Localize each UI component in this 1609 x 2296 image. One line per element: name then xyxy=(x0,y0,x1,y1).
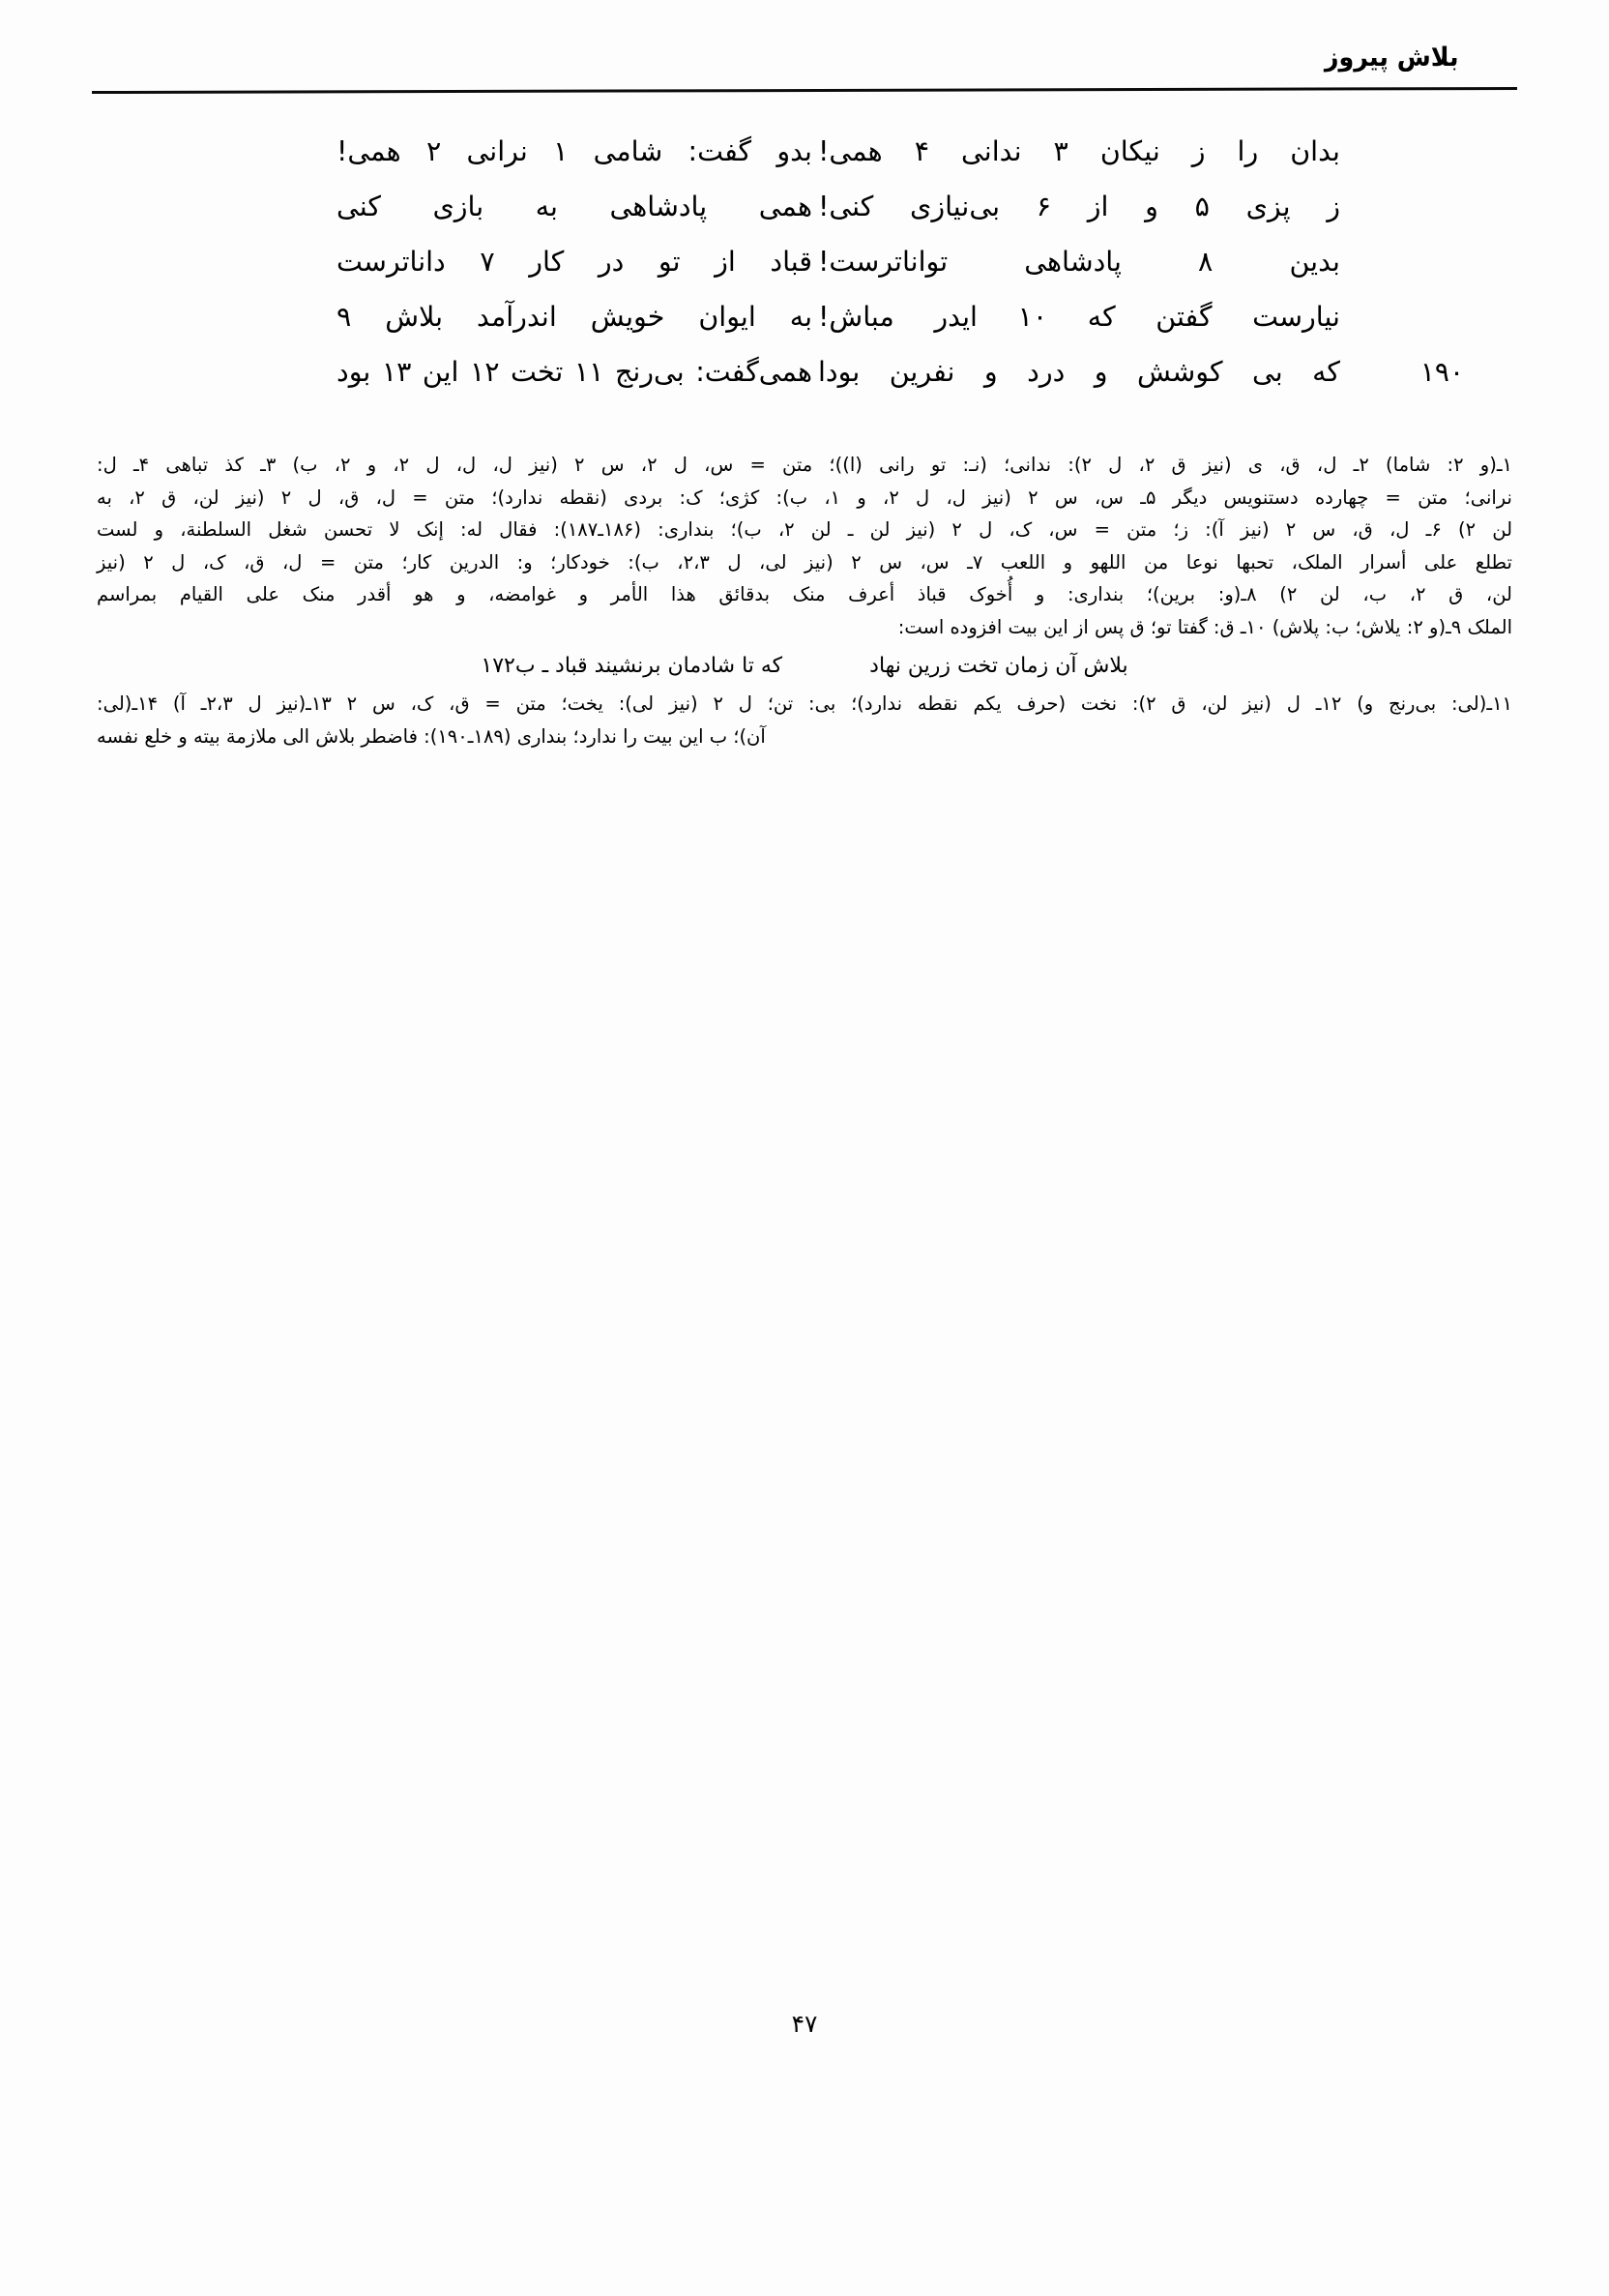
apparatus-line: ۱۱ـ(لی: بی‌رنج و) ۱۲ـ ل (نیز لن، ق ۲): نخت (حرف یکم نقطه ندارد)؛ بی: تن؛ ل ۲ (نیز لی): یخت؛ متن = ق، ک، س ۲ ۱۳ـ(نیز ل ۲،۳ـ آ) ۱۴ـ(لی: xyxy=(97,692,1513,715)
apparatus-inset-verse xyxy=(97,647,1512,686)
apparatus-tail xyxy=(97,688,1512,752)
verse-block xyxy=(145,135,1464,411)
apparatus-line: لن ۲) ۶ـ ل، ق، س ۲ (نیز آ): ز؛ متن = س، ک، ل ۲ (نیز لن ـ لن ۲، ب)؛ بنداری: (۱۸۶ـ۱۸۷): فقال له: إنک لا تحسن شغل السلطنة، و لست xyxy=(97,518,1513,541)
apparatus-line: الملک ۹ـ(و ۲: یلاش؛ ب: پلاش) ۱۰ـ ق: گفتا تو؛ ق پس از این بیت افزوده است: xyxy=(897,615,1512,638)
apparatus-line: لن، ق ۲، ب، لن ۲) ۸ـ(و: برین)؛ بنداری: و أُخوک قباذ أعرف منک بدقائق هذا الأمر و غوامضه، و هو أقدر منک علی القیام بمراسم xyxy=(97,583,1512,605)
verse-line xyxy=(145,135,1464,191)
hemistich-second: بدین ۸ پادشاهی تواناترست! xyxy=(818,246,1340,278)
hemistich-first: بدو گفت: شامی ۱ نرانی ۲ همی! xyxy=(336,135,812,167)
header-rule xyxy=(92,87,1517,94)
apparatus-line: ۱ـ(و ۲: شاما) ۲ـ ل، ق، ی (نیز ق ۲، ل ۲): ندانی؛ (نـ: تو رانی (ا))؛ متن = س، ل ۲، س ۲ (نیز ل، ل، ل ۲، و ۲، ب) ۳ـ کذ تباهی ۴ـ ل: xyxy=(97,454,1513,476)
apparatus-line: تطلع علی أسرار الملک، تحبها نوعا من اللهو و اللعب ۷ـ س، س ۲ (نیز لی، ل ۲،۳، ب): خودکار؛ و: الدرین کار؛ متن = ل، ق، ک، ل ۲ (نیز xyxy=(97,550,1512,574)
hemistich-first: همی‌گفت: بی‌رنج ۱۱ تخت ۱۲ این ۱۳ بود xyxy=(336,356,813,388)
hemistich-first: قباد از تو در کار ۷ داناترست xyxy=(336,246,813,278)
hemistich-second: بدان را ز نیکان ۳ ندانی ۴ همی! xyxy=(818,135,1340,167)
apparatus-line: آن)؛ ب این بیت را ندارد؛ بنداری (۱۸۹ـ۱۹۰): فاضطر بلاش الی ملازمة بیته و خلع نفسه xyxy=(97,724,766,748)
page-number: ۴۷ xyxy=(791,2010,818,2038)
verse-line xyxy=(145,356,1464,411)
running-head-zone xyxy=(92,43,1517,103)
hemistich-first: به ایوان خویش اندرآمد بلاش ۹ xyxy=(336,301,812,333)
inset-hemistich-second: که تا شادمان برنشیند قباد ـ ب۱۷۲ xyxy=(481,654,783,678)
verse-number: ۱۹۰ xyxy=(1419,356,1464,388)
verse-line xyxy=(145,246,1464,301)
hemistich-second: نیارست گفتن که ۱۰ ایدر مباش! xyxy=(818,301,1340,333)
hemistich-first: همی پادشاهی به بازی کنی xyxy=(336,191,812,222)
critical-apparatus xyxy=(97,449,1512,752)
verse-line xyxy=(145,191,1464,246)
hemistich-second: که بی کوشش و درد و نفرین بودا xyxy=(818,356,1340,388)
apparatus-line: نرانی؛ متن = چهارده دستنویس دیگر ۵ـ س، س ۲ (نیز ل، ل ۲، و ۱، ب): کژی؛ ک: بردی (نقطه ندارد)؛ متن = ل، ق، ل ۲ (نیز لن، ق ۲، به xyxy=(97,486,1512,509)
hemistich-second: ز پزی ۵ و از ۶ بی‌نیازی کنی! xyxy=(818,191,1340,222)
inset-hemistich-first: بلاش آن زمان تخت زرین نهاد xyxy=(869,654,1128,678)
verse-line xyxy=(145,301,1464,356)
running-head-title: بلاش پیروز xyxy=(1325,43,1459,73)
